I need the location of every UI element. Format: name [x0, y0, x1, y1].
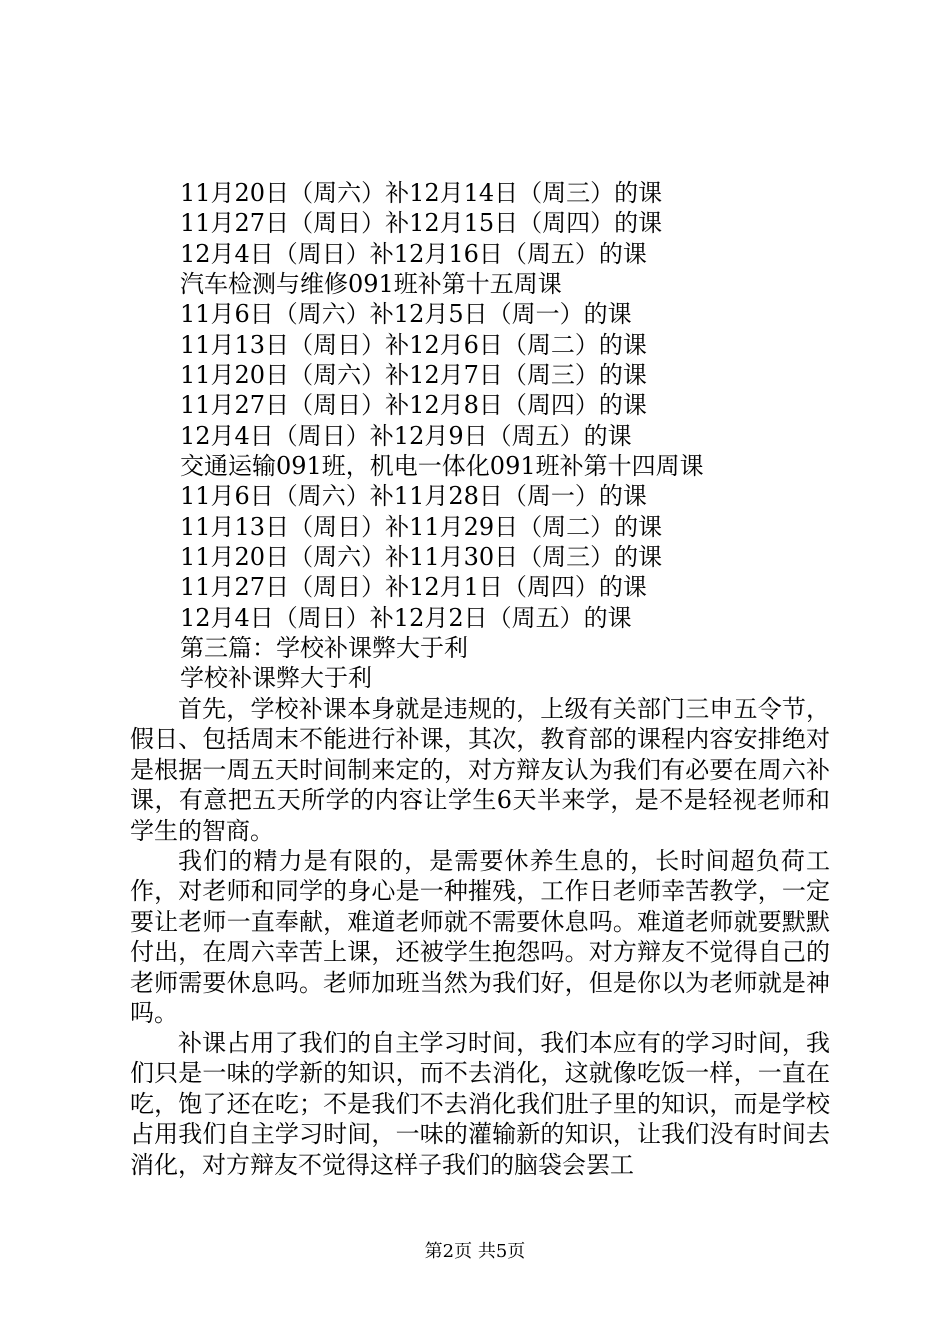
- page-number-footer: 第2页 共5页: [424, 1241, 526, 1262]
- chapter-title: 第三篇：学校补课弊大于利: [180, 634, 468, 662]
- schedule-line: 11月20日（周六）补12月7日（周三）的课: [180, 361, 647, 389]
- schedule-line: 11月13日（周日）补12月6日（周二）的课: [180, 331, 647, 359]
- schedule-line: 11月20日（周六）补11月30日（周三）的课: [180, 543, 663, 571]
- schedule-line: 11月13日（周日）补11月29日（周二）的课: [180, 513, 663, 541]
- schedule-line: 11月6日（周六）补12月5日（周一）的课: [180, 300, 632, 328]
- schedule-line: 11月20日（周六）补12月14日（周三）的课: [180, 179, 663, 207]
- essay-paragraph: 补课占用了我们的自主学习时间，我们本应有的学习时间，我们只是一味的学新的知识，而不去消化，这就像吃饭一样，一直在吃，饱了还在吃；不是我们不去消化我们肚子里的知识，而是学校占用我们自主学习时间，一味的灌输新的知识，让我们没有时间去消化，对方辩友不觉得这样子我们的脑袋会罢工: [130, 1029, 830, 1179]
- section-heading-transport: 交通运输091班，机电一体化091班补第十四周课: [180, 452, 704, 480]
- schedule-line: 11月27日（周日）补12月15日（周四）的课: [180, 209, 663, 237]
- schedule-line: 12月4日（周日）补12月16日（周五）的课: [180, 240, 647, 268]
- essay-paragraph: 首先，学校补课本身就是违规的，上级有关部门三申五令节，假日、包括周末不能进行补课，其次，教育部的课程内容安排绝对是根据一周五天时间制来定的，对方辩友认为我们有必要在周六补课，有意把五天所学的内容让学生6天半来学，是不是轻视老师和学生的智商。: [130, 695, 830, 845]
- schedule-line: 11月27日（周日）补12月1日（周四）的课: [180, 573, 647, 601]
- schedule-line: 11月6日（周六）补11月28日（周一）的课: [180, 482, 647, 510]
- schedule-line: 12月4日（周日）补12月9日（周五）的课: [180, 422, 632, 450]
- essay-title: 学校补课弊大于利: [180, 664, 372, 692]
- schedule-line: 11月27日（周日）补12月8日（周四）的课: [180, 391, 647, 419]
- essay-paragraph: 我们的精力是有限的，是需要休养生息的，长时间超负荷工作，对老师和同学的身心是一种摧残，工作日老师幸苦教学，一定要让老师一直奉献，难道老师就不需要休息吗。难道老师就要默默付出，在周六幸苦上课，还被学生抱怨吗。对方辩友不觉得自己的老师需要休息吗。老师加班当然为我们好，但是你以为老师就是神吗。: [130, 847, 830, 1028]
- section-heading-auto: 汽车检测与维修091班补第十五周课: [180, 270, 562, 298]
- schedule-line: 12月4日（周日）补12月2日（周五）的课: [180, 604, 632, 632]
